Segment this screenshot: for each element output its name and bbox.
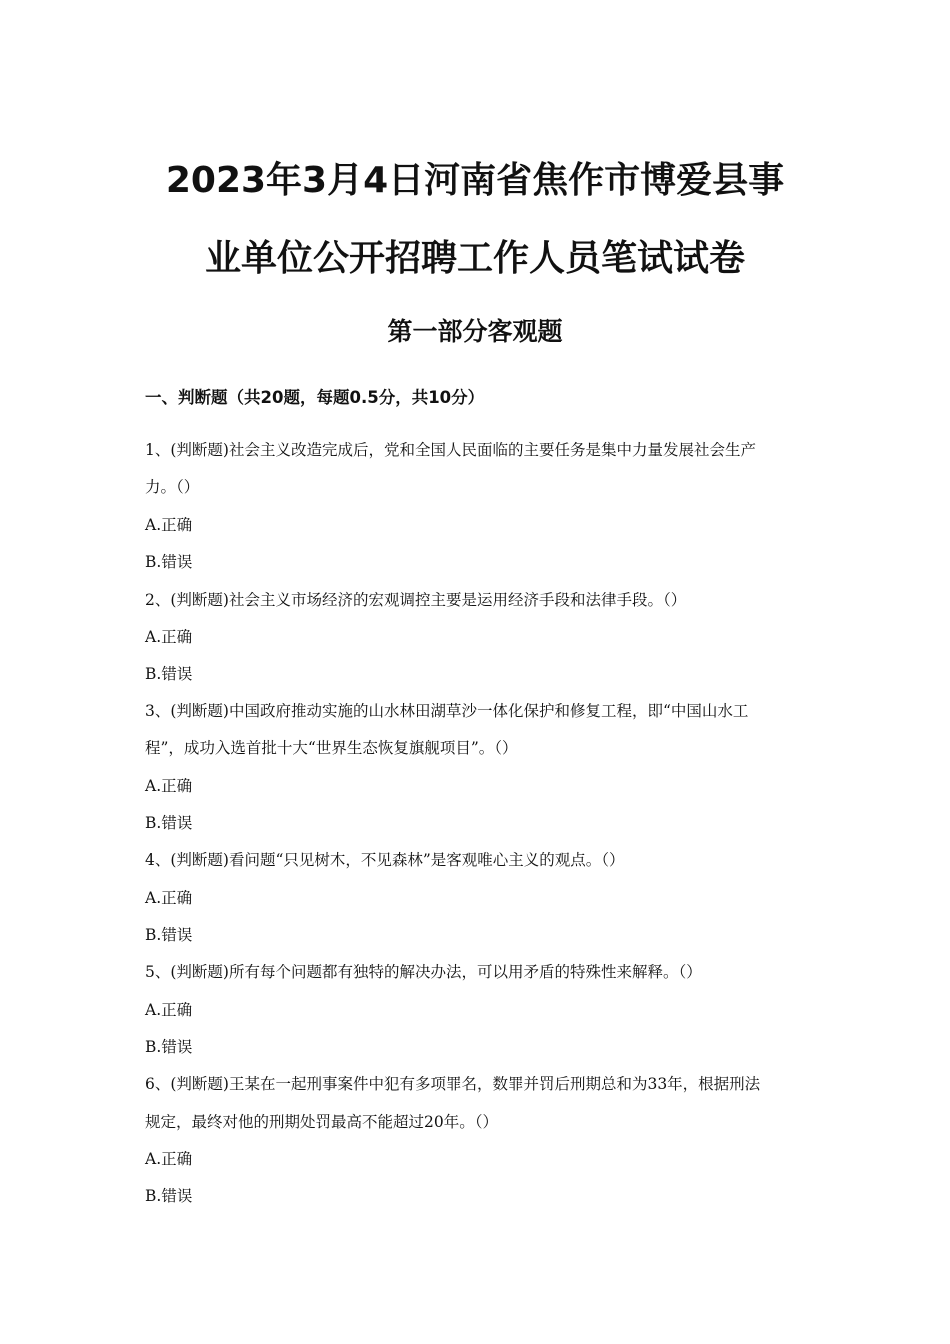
question-2-option-a: A.正确 — [145, 628, 193, 646]
part-heading: 第一部分客观题 — [387, 317, 563, 346]
question-6-option-a: A.正确 — [145, 1150, 193, 1168]
question-3-text-line-2: 程”，成功入选首批十大“世界生态恢复旗舰项目”。（） — [145, 739, 518, 757]
question-1-text-line-1: 1、(判断题)社会主义改造完成后，党和全国人民面临的主要任务是集中力量发展社会生产 — [145, 441, 756, 459]
question-6-text-line-2: 规定，最终对他的刑期处罚最高不能超过20年。（） — [145, 1113, 498, 1131]
question-6-option-b: B.错误 — [145, 1187, 193, 1205]
section-heading: 一、判断题（共20题，每题0.5分，共10分） — [145, 388, 485, 407]
question-1-option-b: B.错误 — [145, 553, 193, 571]
question-4-option-a: A.正确 — [145, 889, 193, 907]
question-1-option-a: A.正确 — [145, 516, 193, 534]
question-6-text-line-1: 6、(判断题)王某在一起刑事案件中犯有多项罪名，数罪并罚后刑期总和为33年，根据刑法 — [145, 1075, 761, 1093]
question-3-option-b: B.错误 — [145, 814, 193, 832]
question-2-option-b: B.错误 — [145, 665, 193, 683]
question-4-option-b: B.错误 — [145, 926, 193, 944]
question-3-text-line-1: 3、(判断题)中国政府推动实施的山水林田湖草沙一体化保护和修复工程，即“中国山水工 — [145, 702, 749, 720]
question-5-option-b: B.错误 — [145, 1038, 193, 1056]
question-1-text-line-2: 力。（） — [145, 478, 200, 496]
document-title-line-1: 2023年3月4日河南省焦作市博爱县事 — [165, 160, 785, 201]
question-4-text-line-1: 4、(判断题)看问题“只见树木，不见森林”是客观唯心主义的观点。（） — [145, 851, 625, 869]
question-2-text-line-1: 2、(判断题)社会主义市场经济的宏观调控主要是运用经济手段和法律手段。（） — [145, 591, 687, 609]
document-title-line-2: 业单位公开招聘工作人员笔试试卷 — [204, 238, 745, 279]
question-3-option-a: A.正确 — [145, 777, 193, 795]
question-5-option-a: A.正确 — [145, 1001, 193, 1019]
question-5-text-line-1: 5、(判断题)所有每个问题都有独特的解决办法，可以用矛盾的特殊性来解释。（） — [145, 963, 702, 981]
